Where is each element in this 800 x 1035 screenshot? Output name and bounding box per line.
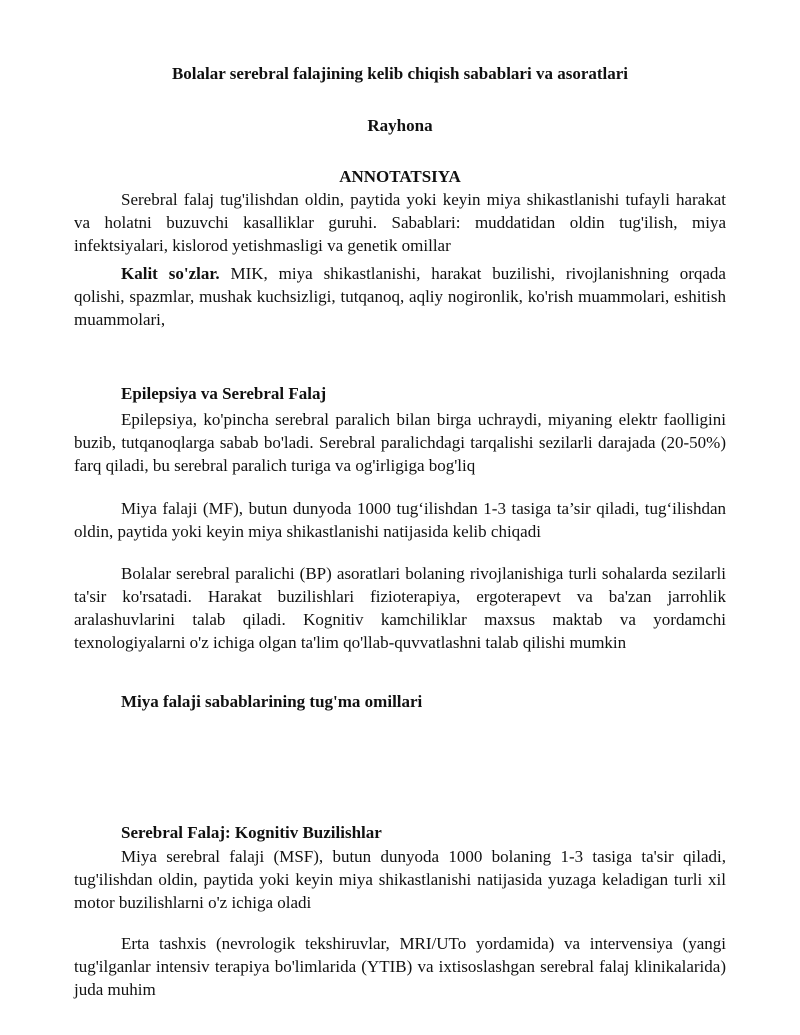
- section-heading-cognitive: Serebral Falaj: Kognitiv Buzilishlar: [121, 823, 382, 842]
- keywords-paragraph: [74, 262, 726, 331]
- section3-paragraph-1: Miya serebral falaji (MSF), butun dunyoda 1000 bolaning 1-3 tasiga ta'sir qiladi, tug'ilishdan oldin, paytida yoki keyin miya shikastlanishi natijasida yuzaga keladigan turli xil motor buzilishlarni o'z ichiga oladi: [74, 847, 726, 912]
- section-heading-congenital-factors: Miya falaji sabablarining tug'ma omillari: [121, 692, 423, 711]
- keywords-label: Kalit so'zlar.: [121, 264, 220, 283]
- document-title: Bolalar serebral falajining kelib chiqish sabablari va asoratlari: [171, 64, 629, 83]
- section1-paragraph-3: Bolalar serebral paralichi (BP) asoratlari bolaning rivojlanishiga turli sohalarda sezilarli ta'sir ko'rsatadi. Harakat buzilishlari fizioterapiya, ergoterapevt va ba'zan jarrohlik aralashuvlarini talab qiladi. Kognitiv kamchiliklar maxsus maktab va yordamchi texnologiyalarni o'z ichiga olgan ta'lim qo'llab-quvvatlashni talab qilishi mumkin: [74, 564, 726, 652]
- annotation-heading: ANNOTATSIYA: [339, 167, 461, 186]
- annotation-paragraph: Serebral falaj tug'ilishdan oldin, paytida yoki keyin miya shikastlanishi tufayli harakat va holatni buzuvchi kasalliklar guruhi. Sabablari: muddatidan oldin tug'ilish, miya infektsiyalari, kislorod yetishmasligi va genetik omillar: [74, 190, 726, 255]
- section-heading-epilepsy: Epilepsiya va Serebral Falaj: [121, 384, 327, 403]
- section1-paragraph-2: Miya falaji (MF), butun dunyoda 1000 tug‘ilishdan 1-3 tasiga ta’sir qiladi, tug‘ilishdan oldin, paytida yoki keyin miya shikastlanishi natijasida kelib chiqadi: [74, 499, 726, 541]
- section3-paragraph-2: Erta tashxis (nevrologik tekshiruvlar, MRI/UTo yordamida) va intervensiya (yangi tug'ilganlar intensiv terapiya bo'limlarida (YTIB) va ixtisoslashgan serebral falaj klinikalarida) juda muhim: [74, 934, 726, 999]
- section1-paragraph-1: Epilepsiya, ko'pincha serebral paralich bilan birga uchraydi, miyaning elektr faolligini buzib, tutqanoqlarga sabab bo'ladi. Serebral paralichdagi tarqalishi sezilarli darajada (20-50%) farq qiladi, bu serebral paralich turiga va og'irligiga bog'liq: [74, 410, 726, 475]
- author-name: Rayhona: [367, 116, 433, 135]
- keywords-text: MIK, miya shikastlanishi, harakat buzilishi, rivojlanishning orqada qolishi, spazmlar, mushak kuchsizligi, tutqanoq, aqliy nogironlik, ko'rish muammolari, eshitish muammolari,: [74, 264, 726, 329]
